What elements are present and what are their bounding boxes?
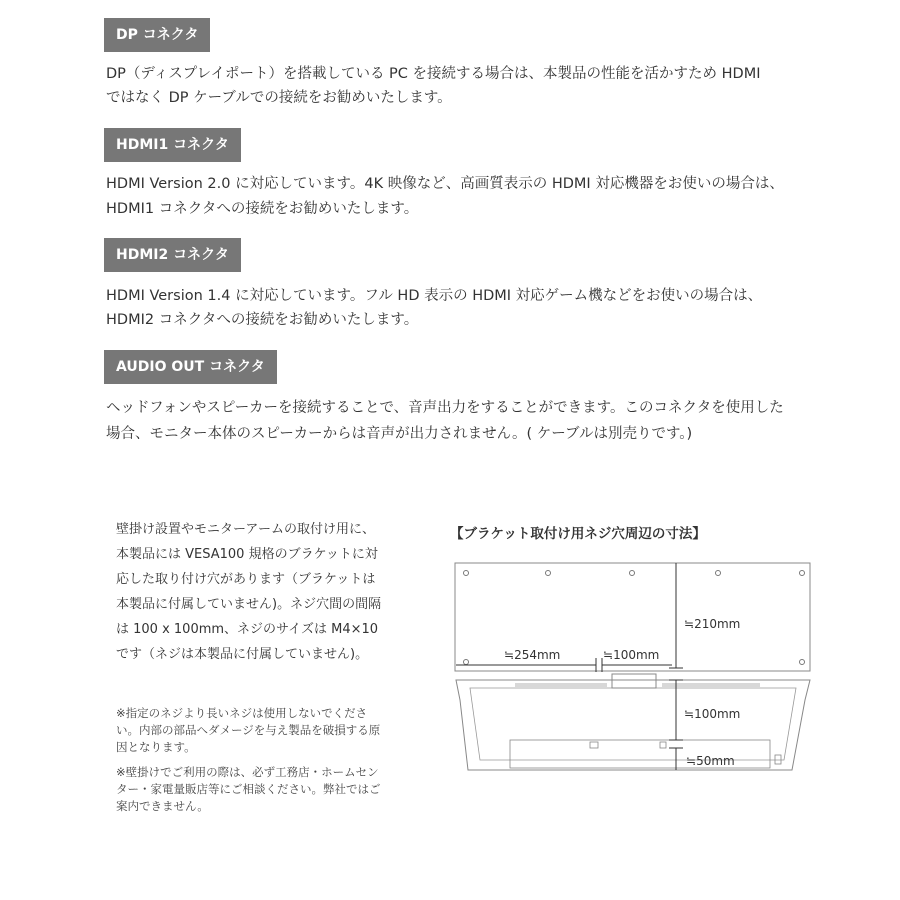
vertical-dimension-lines [669, 563, 683, 770]
note-line: ※壁掛けでご利用の際は、必ず工務店・ホームセン [116, 765, 379, 779]
section-text-hdmi1-line2: HDMI1 コネクタへの接続をお勧めいたします。 [106, 201, 419, 217]
section-text-hdmi1-line1: HDMI Version 2.0 に対応しています。4K 映像など、高画質表示の HDMI 対応機器をお使いの場合は、 [106, 176, 784, 192]
dim-254-label: ≒254mm [504, 648, 561, 662]
note-line: 案内できません。 [116, 799, 209, 813]
dim-50-label: ≒50mm [686, 754, 735, 768]
section-label-hdmi1: HDMI1 コネクタ [104, 128, 241, 162]
section-text-hdmi2-line2: HDMI2 コネクタへの接続をお勧めいたします。 [106, 312, 419, 328]
note-line: ター・家電量販店等にご相談ください。弊社ではご [116, 782, 381, 796]
section-label-dp: DP コネクタ [104, 18, 210, 52]
section-label-audio-out: AUDIO OUT コネクタ [104, 350, 277, 384]
vesa-line: 本製品には VESA100 規格のブラケットに対 [116, 547, 378, 562]
center-tab [612, 674, 656, 688]
vent-hatching [515, 684, 760, 686]
section-text-audio-line2: 場合、モニター本体のスピーカーからは音声が出力されません。( ケーブルは別売りです。) [106, 426, 693, 442]
section-text-dp-line1: DP（ディスプレイポート）を搭載している PC を接続する場合は、本製品の性能を活かすため HDMI [106, 66, 761, 82]
note-line: い。内部の部品へダメージを与え製品を破損する原 [116, 723, 381, 737]
diagram-title: 【ブラケット取付け用ネジ穴周辺の寸法】 [450, 526, 706, 542]
vesa-line: 応した取り付け穴があります（ブラケットは [116, 572, 376, 587]
section-label-hdmi2: HDMI2 コネクタ [104, 238, 241, 272]
dim-100-horizontal-label: ≒100mm [603, 648, 660, 662]
vesa-line: です（ネジは本製品に付属していません)。 [116, 647, 369, 662]
note-line: ※指定のネジより長いネジは使用しないでくださ [116, 706, 368, 720]
dim-100-vertical-label: ≒100mm [684, 707, 741, 721]
note-line: 因となります。 [116, 740, 196, 754]
dim-210-label: ≒210mm [684, 617, 741, 631]
section-text-audio-line1: ヘッドフォンやスピーカーを接続することで、音声出力をすることができます。このコネクタを使用した [106, 400, 784, 416]
section-text-dp-line2: ではなく DP ケーブルでの接続をお勧めいたします。 [106, 90, 452, 106]
section-text-hdmi2-line1: HDMI Version 1.4 に対応しています。フル HD 表示の HDMI 対応ゲーム機などをお使いの場合は、 [106, 288, 763, 304]
vesa-line: 壁掛け設置やモニターアームの取付け用に、 [116, 522, 375, 537]
vesa-line: は 100 x 100mm、ネジのサイズは M4×10 [116, 622, 379, 637]
vesa-line: 本製品に付属していません)。ネジ穴間の間隔 [116, 597, 382, 612]
monitor-lower-housing [456, 680, 810, 770]
